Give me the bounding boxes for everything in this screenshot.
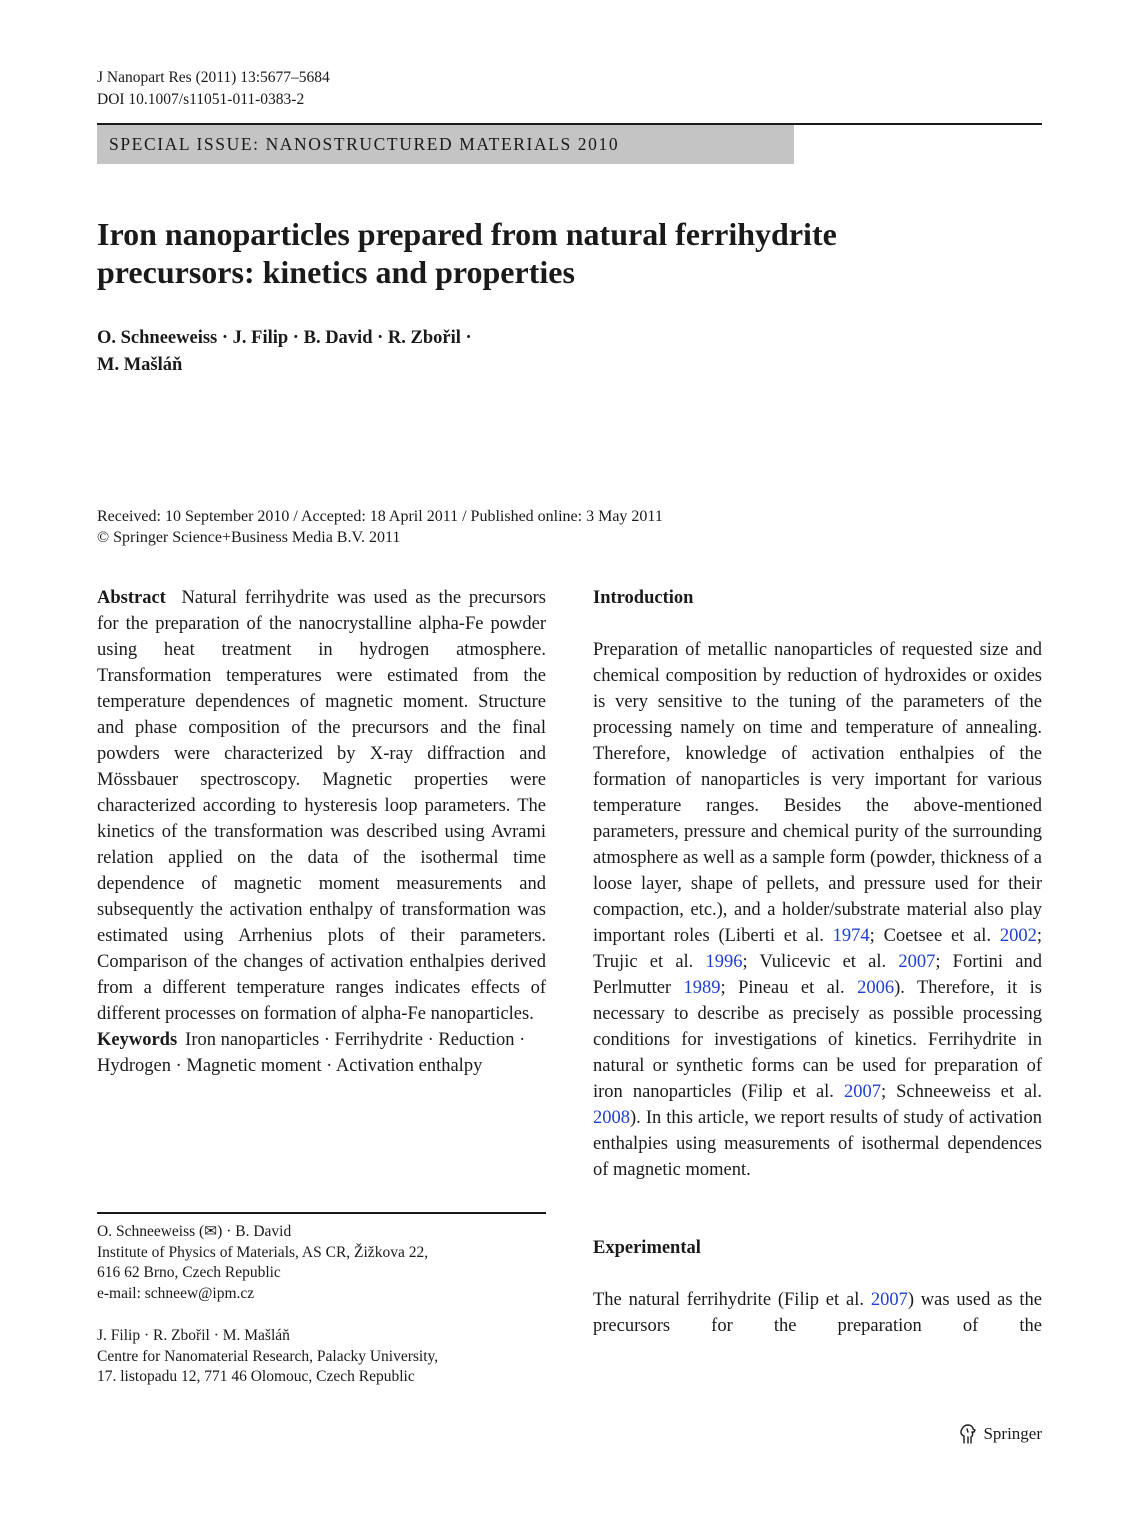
article-title — [97, 215, 997, 291]
abstract-text: Natural ferrihydrite was used as the precursors for the preparation of the nanocrystalline alpha-Fe powder using heat treatment in hydrogen atmosphere. Transformation temperatures were estimated from the temperature dependences of magnetic moment. Structure and phase composition of the precursors and the final powders were characterized by X-ray diffraction and Mössbauer spectroscopy. Magnetic properties were characterized according to hysteresis loop parameters. The kinetics of the transformation was described using Avrami relation applied on the data of the isothermal time dependence of magnetic moment measurements and subsequently the activation enthalpy of transformation was estimated using Arrhenius plots of their parameters. Comparison of the changes of activation enthalpies derived from a different temperature ranges indicates effects of different processes on formation of alpha-Fe nanoparticles. — [97, 588, 546, 1024]
experimental-paragraph: The natural ferrihydrite (Filip et al. 2007) was used as the precursors for the preparation of the — [593, 1290, 1042, 1336]
abstract-heading: Abstract — [97, 588, 166, 608]
keywords-heading: Keywords — [97, 1030, 178, 1050]
citation-link[interactable]: 2006 — [857, 978, 895, 998]
left-column — [97, 585, 546, 1079]
journal-citation: J Nanopart Res (2011) 13:5677–5684 — [97, 69, 330, 86]
publisher-logo — [958, 1422, 1042, 1446]
citation-link[interactable]: 2008 — [593, 1108, 630, 1128]
keywords — [97, 1027, 546, 1079]
affiliation-1-address: 616 62 Brno, Czech Republic — [97, 1264, 281, 1281]
history-dates: Received: 10 September 2010 / Accepted: 18 April 2011 / Published online: 3 May 2011 — [97, 508, 663, 525]
citation-link[interactable]: 1996 — [705, 952, 743, 972]
publication-dates — [97, 506, 663, 548]
doi[interactable]: DOI 10.1007/s11051-011-0383-2 — [97, 91, 305, 108]
introduction-heading: Introduction — [593, 588, 694, 608]
publisher-name: Springer — [983, 1424, 1042, 1443]
affiliation-2-address: 17. listopadu 12, 771 46 Olomouc, Czech Republic — [97, 1368, 415, 1385]
affiliation-1-authors: O. Schneeweiss (✉) · B. David — [97, 1223, 292, 1240]
copyright-notice: © Springer Science+Business Media B.V. 2011 — [97, 529, 401, 546]
citation-link[interactable]: 2007 — [898, 952, 936, 972]
title-line-2: precursors: kinetics and properties — [97, 254, 575, 290]
affiliation-2-authors: J. Filip · R. Zbořil · M. Mašláň — [97, 1327, 290, 1344]
citation-link[interactable]: 1974 — [832, 926, 870, 946]
affiliation-1-email[interactable]: e-mail: schneew@ipm.cz — [97, 1284, 255, 1302]
citation-link[interactable]: 2007 — [870, 1290, 908, 1310]
citation-link[interactable]: 2002 — [999, 926, 1037, 946]
affiliation-1 — [97, 1222, 546, 1304]
affiliation-1-institute: Institute of Physics of Materials, AS CR, Žižkova 22, — [97, 1243, 429, 1261]
affiliation-2 — [97, 1326, 546, 1388]
affiliation-2-institute: Centre for Nanomaterial Research, Palacky University, — [97, 1347, 439, 1365]
springer-horse-icon — [958, 1423, 978, 1445]
authors-line-2: M. Mašláň — [97, 355, 183, 375]
footnote-rule — [97, 1212, 546, 1214]
author-list — [97, 325, 472, 379]
journal-header — [97, 67, 330, 111]
keywords-text: Iron nanoparticles · Ferrihydrite · Reduction · Hydrogen · Magnetic moment · Activation enthalpy — [97, 1030, 526, 1076]
right-column — [593, 585, 1042, 1339]
special-issue-banner: SPECIAL ISSUE: NANOSTRUCTURED MATERIALS 2010 — [97, 125, 794, 164]
experimental-heading: Experimental — [593, 1238, 701, 1258]
authors-line-1: O. Schneeweiss · J. Filip · B. David · R. Zbořil · — [97, 328, 472, 348]
introduction-paragraph: Preparation of metallic nanoparticles of requested size and chemical composition by reduction of hydroxides or oxides is very sensitive to the tuning of the parameters of the processing namely on time and temperature of annealing. Therefore, knowledge of activation enthalpies of the formation of nanoparticles is very important for various temperature ranges. Besides the above-mentioned parameters, pressure and chemical purity of the surrounding atmosphere as well as a sample form (powder, thickness of a loose layer, shape of pellets, and pressure used for their compaction, etc.), and a holder/substrate material also play important roles (Liberti et al. 1974; Coetsee et al. 2002; Trujic et al. 1996; Vulicevic et al. 2007; Fortini and Perlmutter 1989; Pineau et al. 2006). Therefore, it is necessary to describe as precisely as possible processing conditions for investigations of kinetics. Ferrihydrite in natural or synthetic forms can be used for preparation of iron nanoparticles (Filip et al. 2007; Schneeweiss et al. 2008). In this article, we report results of study of activation enthalpies using measurements of isothermal dependences of magnetic moment. — [593, 640, 1042, 1180]
citation-link[interactable]: 1989 — [683, 978, 721, 998]
abstract — [97, 585, 546, 1027]
title-line-1: Iron nanoparticles prepared from natural ferrihydrite — [97, 216, 837, 252]
citation-link[interactable]: 2007 — [843, 1082, 881, 1102]
